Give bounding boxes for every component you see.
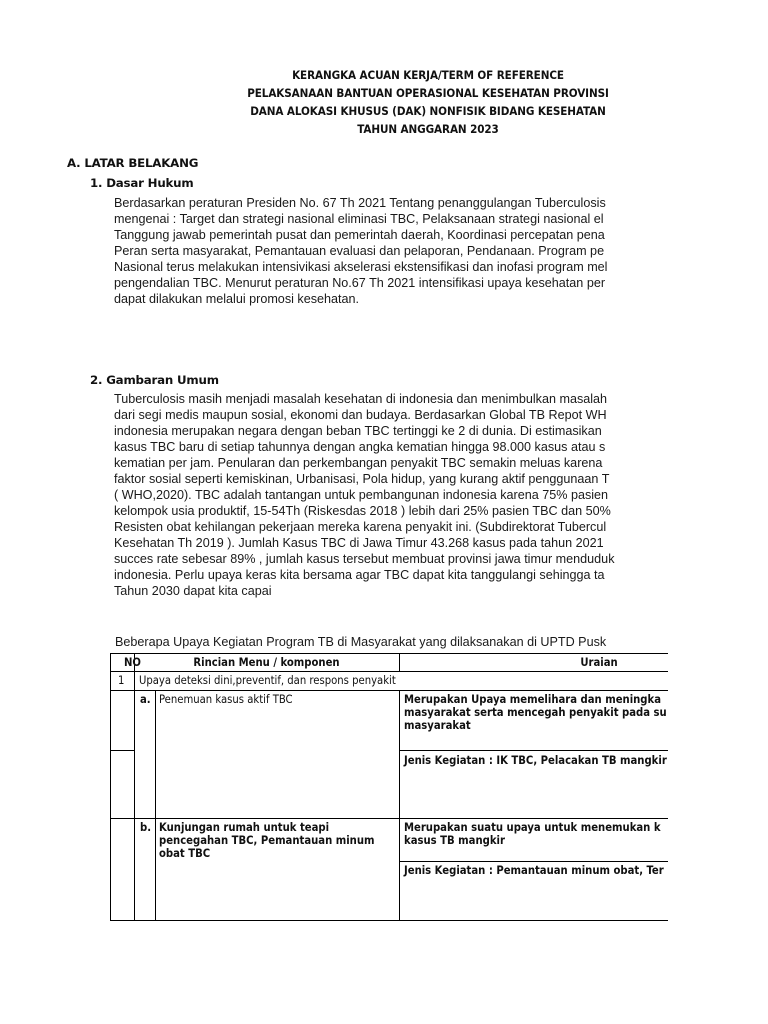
document-title bbox=[0, 66, 668, 138]
paragraph-line: kasus TBC baru di setiap tahunnya dengan angka kematian hingga 98.000 kasus atau s bbox=[114, 440, 606, 454]
table-border bbox=[399, 861, 668, 862]
paragraph-line: dapat dilakukan melalui promosi kesehatan. bbox=[114, 292, 360, 306]
paragraph-line: Nasional terus melakukan intensivikasi akselerasi ekstensifikasi dan inofasi program mel bbox=[114, 260, 608, 274]
gambaran-umum-paragraph bbox=[114, 391, 615, 599]
item-b-rincian bbox=[159, 821, 375, 860]
title-line-4: TAHUN ANGGARAN 2023 bbox=[357, 122, 499, 136]
header-uraian: Uraian bbox=[580, 656, 618, 669]
paragraph-line: Tahun 2030 dapat kita capai bbox=[114, 584, 272, 598]
uraian-line: Merupakan suatu upaya untuk menemukan k bbox=[404, 821, 661, 834]
table-border bbox=[399, 750, 668, 751]
title-line-3: DANA ALOKASI KHUSUS (DAK) NONFISIK BIDANG KESEHATAN bbox=[250, 104, 606, 118]
uraian-line: Merupakan Upaya memelihara dan meningka bbox=[404, 693, 661, 706]
dasar-hukum-heading: 1. Dasar Hukum bbox=[90, 176, 194, 190]
paragraph-line: ( WHO,2020). TBC adalah tantangan untuk pembangunan indonesia karena 75% pasien bbox=[114, 488, 609, 502]
table-border bbox=[155, 690, 156, 921]
paragraph-line: Resisten obat kehilangan pekerjaan mereka karena penyakit ini. (Subdirektorat Tubercul bbox=[114, 520, 607, 534]
table-border bbox=[110, 750, 134, 751]
table-border bbox=[110, 690, 668, 691]
table-border bbox=[399, 690, 400, 921]
paragraph-line: indonesia merupakan negara dengan beban TBC tertinggi ke 2 di dunia. Di estimasikan bbox=[114, 424, 602, 438]
paragraph-line: dari segi medis maupun sosial, ekonomi dan budaya. Berdasarkan Global TB Repot WH bbox=[114, 408, 607, 422]
item-a-uraian bbox=[404, 693, 667, 732]
header-no: NO bbox=[124, 656, 141, 669]
gambaran-umum-heading: 2. Gambaran Umum bbox=[90, 373, 219, 387]
paragraph-line: mengenai : Target dan strategi nasional eliminasi TBC, Pelaksanaan strategi nasional el bbox=[114, 212, 604, 226]
rincian-line: Kunjungan rumah untuk teapi bbox=[159, 821, 330, 834]
paragraph-line: succes rate sebesar 89% , jumlah kasus tersebut membuat provinsi jawa timur menduduk bbox=[114, 552, 615, 566]
table-caption: Beberapa Upaya Kegiatan Program TB di Masyarakat yang dilaksanakan di UPTD Pusk bbox=[115, 635, 607, 649]
paragraph-line: indonesia. Perlu upaya keras kita bersama agar TBC dapat kita tanggulangi sehingga ta bbox=[114, 568, 605, 582]
paragraph-line: Tanggung jawab pemerintah pusat dan pemerintah daerah, Koordinasi percepatan pena bbox=[114, 228, 605, 242]
rincian-line: obat TBC bbox=[159, 847, 211, 860]
table-border bbox=[110, 818, 668, 819]
section-a-heading: A. LATAR BELAKANG bbox=[67, 156, 199, 170]
title-line-2: PELAKSANAAN BANTUAN OPERASIONAL KESEHATAN PROVINSI bbox=[247, 86, 609, 100]
paragraph-line: kelompok usia produktif, 15-54Th (Riskesdas 2018 ) lebih dari 25% pasien TBC dan 50% bbox=[114, 504, 611, 518]
uraian-line: kasus TB mangkir bbox=[404, 834, 505, 847]
item-letter: a. bbox=[140, 693, 151, 706]
item-a-jenis-kegiatan: Jenis Kegiatan : IK TBC, Pelacakan TB mangkir bbox=[404, 754, 667, 767]
paragraph-line: Tuberculosis masih menjadi masalah kesehatan di indonesia dan menimbulkan masalah bbox=[114, 392, 608, 406]
item-b-jenis-kegiatan: Jenis Kegiatan : Pemantauan minum obat, Ter bbox=[404, 864, 664, 877]
header-rincian: Rincian Menu / komponen bbox=[193, 656, 340, 669]
item-a-rincian: Penemuan kasus aktif TBC bbox=[159, 693, 293, 706]
paragraph-line: kematian per jam. Penularan dan perkembangan penyakit TBC semakin meluas karena bbox=[114, 456, 603, 470]
item-b-uraian bbox=[404, 821, 661, 847]
table-border bbox=[110, 920, 668, 921]
paragraph-line: faktor sosial seperti kemiskinan, Urbanisasi, Pola hidup, yang kurang aktif penggunaan T bbox=[114, 472, 610, 486]
rincian-line: pencegahan TBC, Pemantauan minum bbox=[159, 834, 375, 847]
paragraph-line: Berdasarkan peraturan Presiden No. 67 Th 2021 Tentang penanggulangan Tuberculosis bbox=[114, 196, 606, 210]
dasar-hukum-paragraph bbox=[114, 195, 607, 307]
row-category: Upaya deteksi dini,preventif, dan respons penyakit bbox=[139, 674, 396, 687]
uraian-line: masyarakat bbox=[404, 719, 471, 732]
table-border bbox=[110, 653, 668, 654]
item-letter: b. bbox=[140, 821, 152, 834]
paragraph-line: Peran serta masyarakat, Pemantauan evaluasi dan pelaporan, Pendanaan. Program pe bbox=[114, 244, 605, 258]
title-line-1: KERANGKA ACUAN KERJA/TERM OF REFERENCE bbox=[292, 68, 564, 82]
paragraph-line: pengendalian TBC. Menurut peraturan No.67 Th 2021 intensifikasi upaya kesehatan per bbox=[114, 276, 606, 290]
paragraph-line: Kesehatan Th 2019 ). Jumlah Kasus TBC di Jawa Timur 43.268 kasus pada tahun 2021 bbox=[114, 536, 604, 550]
uraian-line: masyarakat serta mencegah penyakit pada su bbox=[404, 706, 667, 719]
row-number: 1 bbox=[118, 674, 125, 687]
table-border bbox=[110, 671, 668, 672]
table-border bbox=[110, 653, 111, 921]
table-border bbox=[134, 653, 135, 921]
